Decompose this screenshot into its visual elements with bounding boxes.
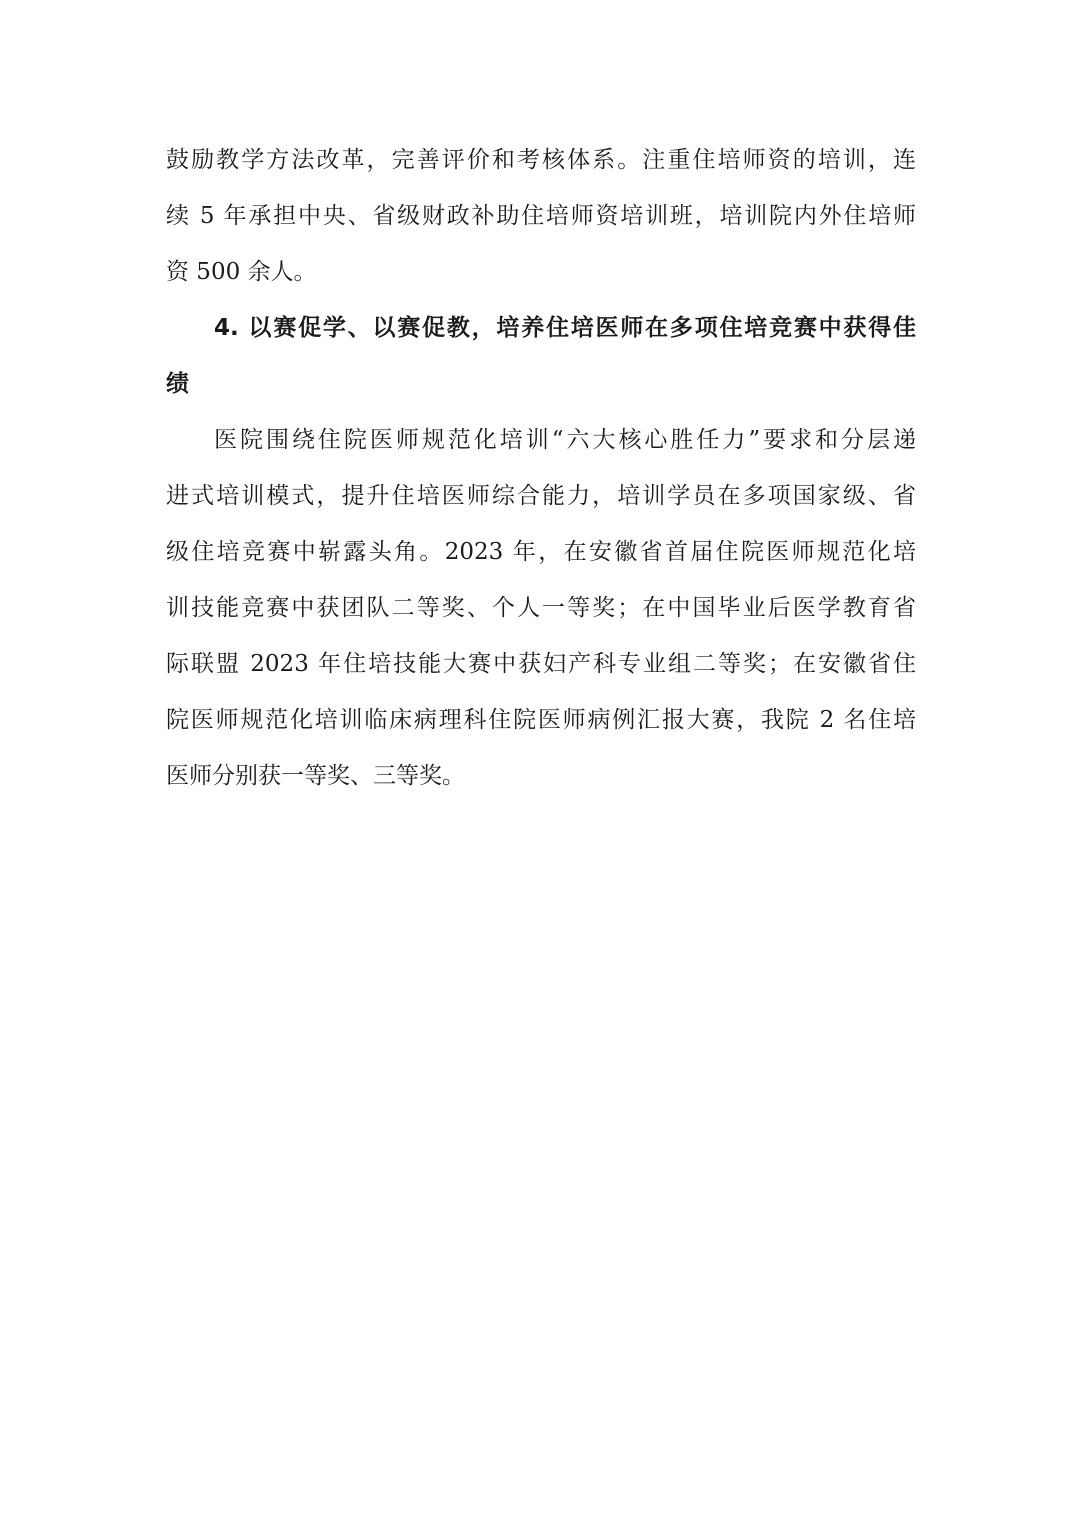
text-line: 进式培训模式，提升住培医师综合能力，培训学员在多项国家级、省 [166,483,916,509]
text-line: 续 5 年承担中央、省级财政补助住培师资培训班，培训院内外住培师 [166,203,916,229]
heading-line: 绩 [166,371,189,397]
paragraph-competition-results [166,412,916,804]
paragraph-teaching-reform [166,132,916,300]
heading-line: 4. 以赛促学、以赛促教，培养住培医师在多项住培竞赛中获得佳 [214,315,916,341]
text-line: 际联盟 2023 年住培技能大赛中获妇产科专业组二等奖；在安徽省住 [166,651,916,677]
text-line: 资 500 余人。 [166,259,317,285]
text-line: 鼓励教学方法改革，完善评价和考核体系。注重住培师资的培训，连 [166,147,916,173]
text-line: 训技能竞赛中获团队二等奖、个人一等奖；在中国毕业后医学教育省 [166,595,916,621]
document-body [166,132,916,804]
text-line: 医师分别获一等奖、三等奖。 [166,763,465,789]
section-heading-4 [166,300,916,412]
text-line: 医院围绕住院医师规范化培训“六大核心胜任力”要求和分层递 [214,427,916,453]
text-line: 院医师规范化培训临床病理科住院医师病例汇报大赛，我院 2 名住培 [166,707,916,733]
text-line: 级住培竞赛中崭露头角。2023 年，在安徽省首届住院医师规范化培 [166,539,916,565]
